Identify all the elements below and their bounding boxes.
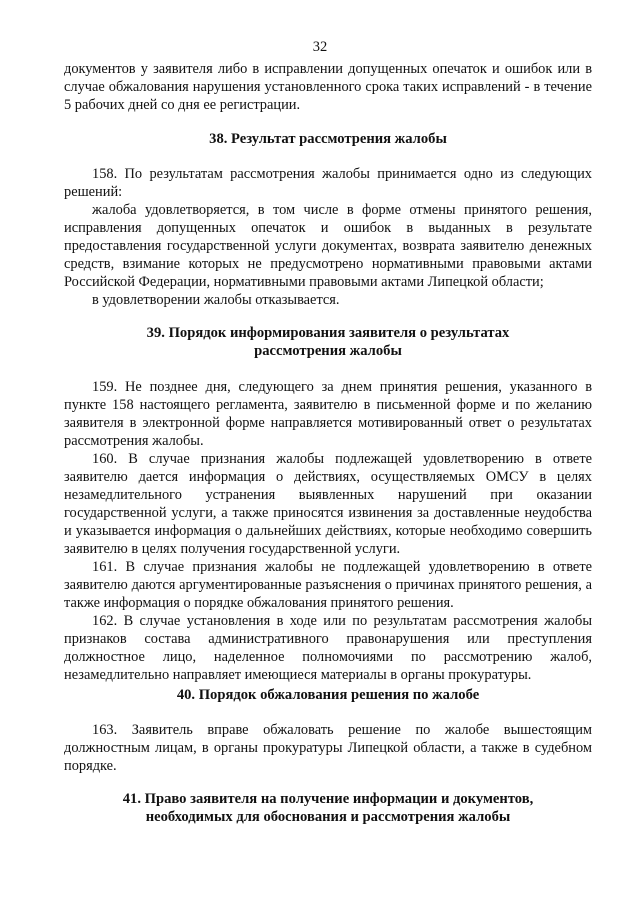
section-40 bbox=[64, 686, 592, 704]
section-40-body bbox=[64, 721, 592, 775]
section-38-heading: 38. Результат рассмотрения жалобы bbox=[209, 131, 447, 147]
intro-paragraph: документов у заявителя либо в исправлении допущенных опечаток и ошибок или в случае обжалования нарушения установленного срока таких исправлений - в течение 5 рабочих дней со дня ее регистрации. bbox=[64, 61, 592, 113]
paragraph-162: 162. В случае установления в ходе или по результатам рассмотрения жалобы признаков состава административного правонарушения или преступления должностное лицо, наделенное полномочиями по рассмотрению жалоб, незамедлительно направляет имеющиеся материалы в органы прокуратуры. bbox=[64, 613, 592, 683]
decision-option-satisfy: жалоба удовлетворяется, в том числе в форме отмены принятого решения, исправления допущенных опечаток и ошибок в выданных в результате предоставления государственной услуги документах, возврата заявителю денежных средств, взимание которых не предусмотрено нормативными правовыми актами Российской Федерации, нормативными правовыми актами Липецкой области; bbox=[64, 202, 592, 290]
page-number: 32 bbox=[312, 39, 328, 55]
section-39-heading-line-2: рассмотрения жалобы bbox=[254, 343, 402, 359]
section-39 bbox=[64, 324, 592, 360]
intro-paragraph-block bbox=[64, 60, 592, 114]
paragraph-158: 158. По результатам рассмотрения жалобы принимается одно из следующих решений: bbox=[64, 166, 592, 200]
section-41 bbox=[64, 790, 592, 826]
paragraph-163: 163. Заявитель вправе обжаловать решение по жалобе вышестоящим должностным лицам, в органы прокуратуры Липецкой области, а также в судебном порядке. bbox=[64, 722, 592, 774]
paragraph-161: 161. В случае признания жалобы не подлежащей удовлетворению в ответе заявителю даются аргументированные разъяснения о причинах принятого решения, а также информация о порядке обжалования принятого решения. bbox=[64, 559, 592, 611]
section-38-body bbox=[64, 165, 592, 309]
paragraph-159: 159. Не позднее дня, следующего за днем принятия решения, указанного в пункте 158 настоящего регламента, заявителю в письменной форме и по желанию заявителя в электронной форме направляется мотивированный ответ о результатах рассмотрения жалобы. bbox=[64, 379, 592, 449]
paragraph-160: 160. В случае признания жалобы подлежащей удовлетворению в ответе заявителю дается информация о действиях, осуществляемых ОМСУ в целях незамедлительного устранения выявленных нарушений при оказании государственной услуги, а также приносятся извинения за доставленные неудобства и указывается информация о дальнейших действиях, которые необходимо совершить заявителю в целях получения государственной услуги. bbox=[64, 451, 592, 557]
section-41-heading-line-2: необходимых для обоснования и рассмотрения жалобы bbox=[145, 809, 511, 825]
section-41-heading-line-1: 41. Право заявителя на получение информации и документов, bbox=[122, 791, 534, 807]
section-38 bbox=[64, 130, 592, 148]
decision-option-refuse: в удовлетворении жалобы отказывается. bbox=[92, 292, 340, 308]
section-39-heading-line-1: 39. Порядок информирования заявителя о результатах bbox=[146, 325, 510, 341]
section-39-body bbox=[64, 378, 592, 684]
section-40-heading: 40. Порядок обжалования решения по жалобе bbox=[176, 687, 480, 703]
